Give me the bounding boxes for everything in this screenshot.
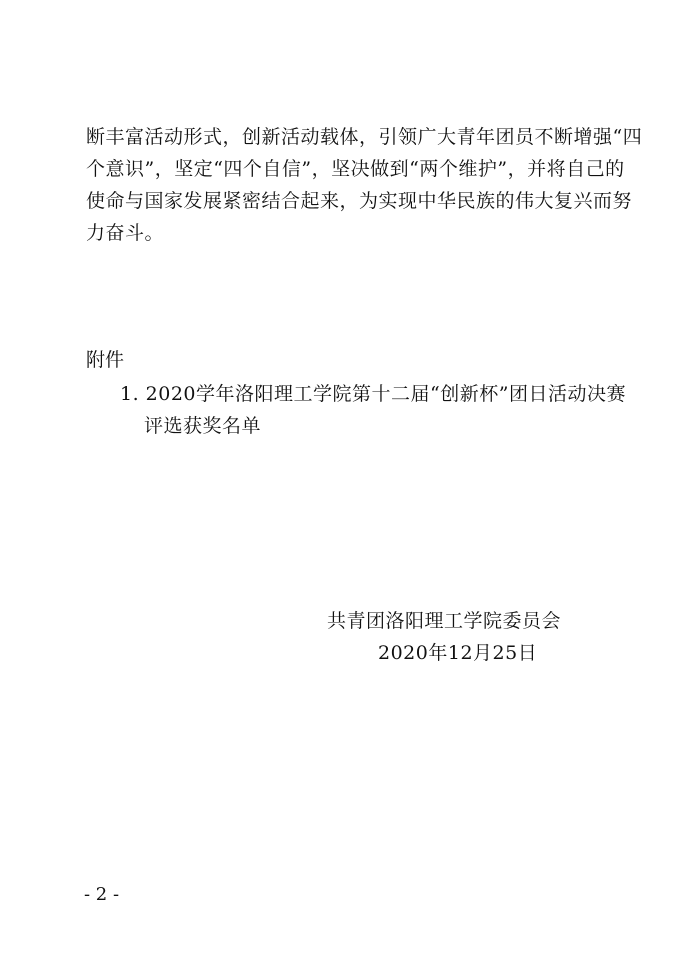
attachment-item-1-continuation: 评选获奖名单 [144, 415, 262, 437]
attachments-heading: 附件 [86, 349, 125, 371]
body-line: 个意识”，坚定“四个自信”，坚决做到“两个维护”，并将自己的 [86, 158, 625, 180]
signature-organization: 共青团洛阳理工学院委员会 [327, 610, 562, 632]
body-paragraph [86, 121, 643, 249]
page-number: - 2 - [84, 884, 120, 905]
body-line: 使命与国家发展紧密结合起来，为实现中华民族的伟大复兴而努 [86, 190, 633, 212]
signature-date: 2020年12月25日 [378, 642, 538, 664]
attachment-item-1: 1. 2020学年洛阳理工学院第十二届“创新杯”团日活动决赛 [120, 383, 626, 405]
body-line: 力奋斗。 [86, 222, 165, 244]
body-line: 断丰富活动形式，创新活动载体，引领广大青年团员不断增强“四 [86, 126, 643, 148]
